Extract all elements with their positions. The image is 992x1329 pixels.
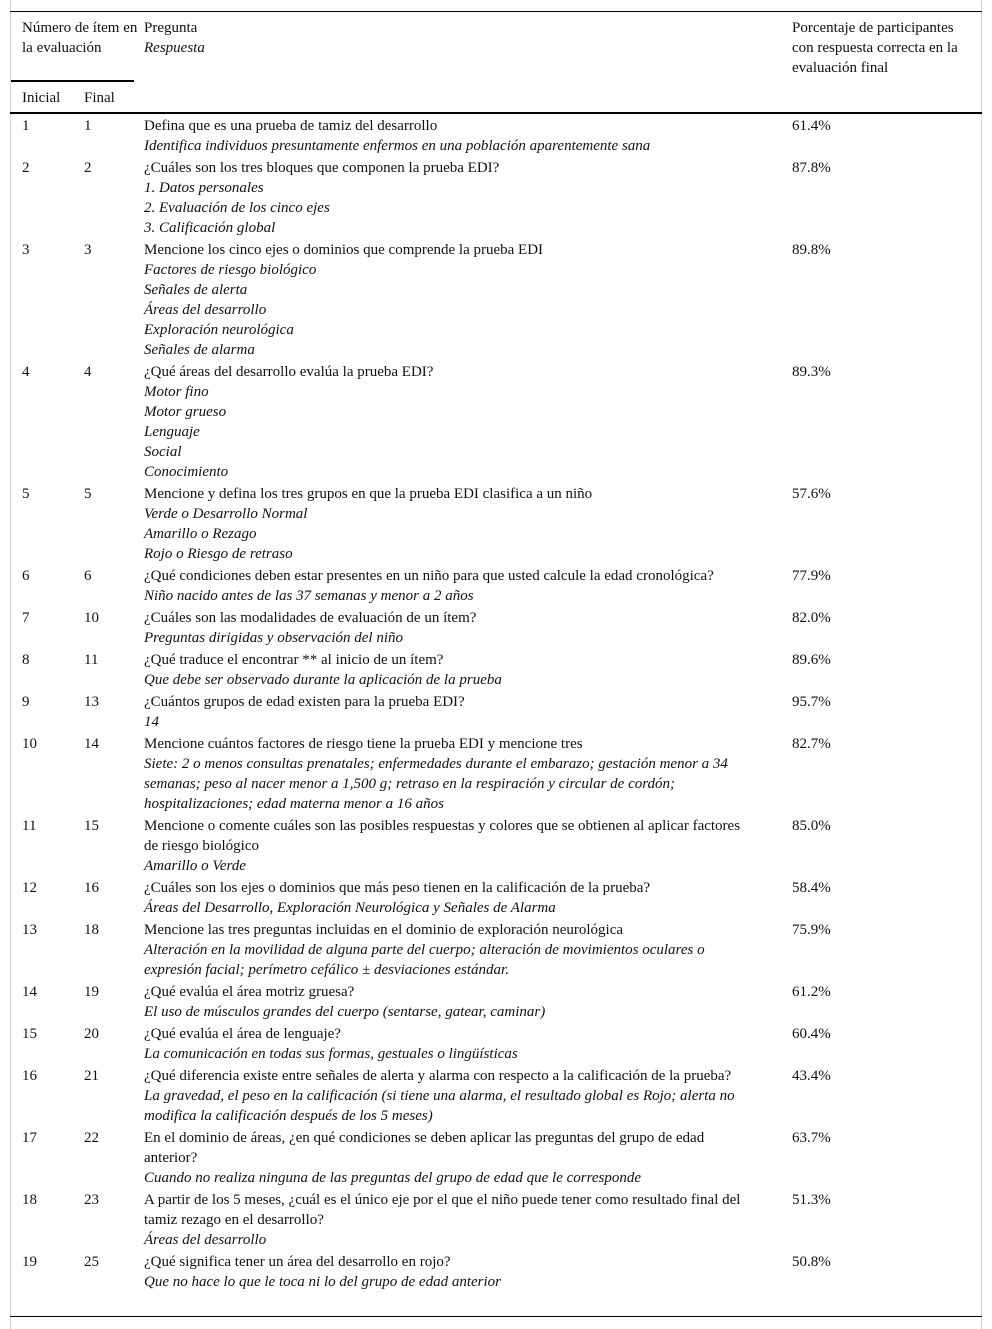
cell-percentage: 58.4%: [792, 880, 831, 896]
cell-initial: 9: [22, 694, 30, 710]
cell-question-answer: [144, 982, 744, 1022]
cell-question-answer: [144, 692, 744, 732]
cell-final: 4: [84, 364, 92, 380]
answer-text: Que no hace lo que le toca ni lo del grupo de edad anterior: [144, 1274, 502, 1290]
question-text: En el dominio de áreas, ¿en qué condiciones se deben aplicar las preguntas del grupo de edad anterior?: [144, 1130, 705, 1166]
cell-percentage: 60.4%: [792, 1026, 831, 1042]
answer-text: Preguntas dirigidas y observación del niño: [144, 630, 403, 646]
cell-final: 20: [84, 1026, 99, 1042]
cell-question-answer: [144, 1024, 744, 1064]
cell-percentage: 89.8%: [792, 242, 831, 258]
cell-final: 15: [84, 818, 99, 834]
cell-question-answer: [144, 920, 744, 980]
question-text: ¿Cuáles son los tres bloques que componen la prueba EDI?: [144, 160, 500, 176]
table-row: [0, 650, 992, 692]
table-row: [0, 982, 992, 1024]
cell-question-answer: [144, 650, 744, 690]
cell-percentage: 95.7%: [792, 694, 831, 710]
cell-percentage: 82.0%: [792, 610, 831, 626]
question-text: ¿Cuáles son las modalidades de evaluación de un ítem?: [144, 610, 477, 626]
answer-text: Señales de alerta: [144, 282, 248, 298]
cell-question-answer: [144, 158, 744, 238]
cell-percentage: 89.3%: [792, 364, 831, 380]
cell-initial: 1: [22, 118, 30, 134]
cell-initial: 15: [22, 1026, 37, 1042]
header-percentage: Porcentaje de participantes con respuesta correcta en la evaluación final: [792, 20, 958, 76]
cell-percentage: 61.2%: [792, 984, 831, 1000]
cell-final: 3: [84, 242, 92, 258]
question-text: Mencione los cinco ejes o dominios que comprende la prueba EDI: [144, 242, 544, 258]
cell-question-answer: [144, 1128, 744, 1188]
answer-text: Amarillo o Rezago: [144, 526, 257, 542]
question-text: Mencione cuántos factores de riesgo tiene la prueba EDI y mencione tres: [144, 736, 583, 752]
answer-text: Alteración en la movilidad de alguna parte del cuerpo; alteración de movimientos oculares o expresión facial; perímetro cefálico ± desviaciones estándar.: [144, 942, 705, 978]
cell-percentage: 63.7%: [792, 1130, 831, 1146]
cell-question-answer: [144, 566, 744, 606]
cell-final: 18: [84, 922, 99, 938]
table-row: [0, 1066, 992, 1128]
cell-question-answer: [144, 484, 744, 564]
answer-text: Motor grueso: [144, 404, 227, 420]
answer-text: Social: [144, 444, 182, 460]
question-text: ¿Qué significa tener un área del desarrollo en rojo?: [144, 1254, 451, 1270]
header-initial: Inicial: [22, 90, 61, 106]
table-row: [0, 116, 992, 158]
cell-initial: 2: [22, 160, 30, 176]
cell-final: 1: [84, 118, 92, 134]
answer-text: Amarillo o Verde: [144, 858, 246, 874]
header-final: Final: [84, 90, 115, 106]
cell-percentage: 89.6%: [792, 652, 831, 668]
cell-final: 10: [84, 610, 99, 626]
table-row: [0, 1252, 992, 1294]
table-row: [0, 1024, 992, 1066]
cell-question-answer: [144, 362, 744, 482]
cell-initial: 3: [22, 242, 30, 258]
cell-final: 2: [84, 160, 92, 176]
cell-final: 13: [84, 694, 99, 710]
cell-percentage: 87.8%: [792, 160, 831, 176]
cell-question-answer: [144, 1190, 744, 1250]
question-text: ¿Qué evalúa el área de lenguaje?: [144, 1026, 341, 1042]
table-row: [0, 816, 992, 878]
cell-percentage: 43.4%: [792, 1068, 831, 1084]
header-question: Pregunta: [144, 20, 198, 36]
cell-question-answer: [144, 1066, 744, 1126]
answer-text: Lenguaje: [144, 424, 200, 440]
cell-question-answer: [144, 116, 744, 156]
cell-initial: 12: [22, 880, 37, 896]
question-text: Mencione o comente cuáles son las posibles respuestas y colores que se obtienen al aplicar factores de riesgo biológico: [144, 818, 741, 854]
cell-final: 21: [84, 1068, 99, 1084]
question-text: ¿Qué diferencia existe entre señales de alerta y alarma con respecto a la calificación de la prueba?: [144, 1068, 732, 1084]
answer-text: Factores de riesgo biológico: [144, 262, 317, 278]
cell-initial: 14: [22, 984, 37, 1000]
cell-initial: 8: [22, 652, 30, 668]
cell-percentage: 61.4%: [792, 118, 831, 134]
question-text: Defina que es una prueba de tamiz del desarrollo: [144, 118, 438, 134]
cell-initial: 13: [22, 922, 37, 938]
answer-text: Rojo o Riesgo de retraso: [144, 546, 293, 562]
cell-question-answer: [144, 1252, 744, 1292]
cell-percentage: 77.9%: [792, 568, 831, 584]
cell-final: 11: [84, 652, 99, 668]
cell-question-answer: [144, 608, 744, 648]
table-row: [0, 692, 992, 734]
table-row: [0, 608, 992, 650]
answer-text: Verde o Desarrollo Normal: [144, 506, 308, 522]
question-text: A partir de los 5 meses, ¿cuál es el único eje por el que el niño puede tener como resultado final del tamiz rezago en el desarrollo?: [144, 1192, 741, 1228]
question-text: Mencione y defina los tres grupos en que la prueba EDI clasifica a un niño: [144, 486, 593, 502]
table-row: [0, 158, 992, 240]
answer-text: Motor fino: [144, 384, 209, 400]
cell-percentage: 85.0%: [792, 818, 831, 834]
table-row: [0, 920, 992, 982]
answer-text: Niño nacido antes de las 37 semanas y menor a 2 años: [144, 588, 474, 604]
answer-text: Áreas del Desarrollo, Exploración Neurológica y Señales de Alarma: [144, 900, 556, 916]
question-text: Mencione las tres preguntas incluidas en el dominio de exploración neurológica: [144, 922, 624, 938]
cell-final: 23: [84, 1192, 99, 1208]
table-row: [0, 1190, 992, 1252]
cell-initial: 18: [22, 1192, 37, 1208]
answer-text: La comunicación en todas sus formas, gestuales o lingüísticas: [144, 1046, 518, 1062]
cell-initial: 19: [22, 1254, 37, 1270]
answer-text: Áreas del desarrollo: [144, 1232, 267, 1248]
cell-initial: 6: [22, 568, 30, 584]
cell-final: 6: [84, 568, 92, 584]
cell-initial: 16: [22, 1068, 37, 1084]
table-top-rule: [10, 11, 982, 12]
question-text: ¿Qué áreas del desarrollo evalúa la prueba EDI?: [144, 364, 434, 380]
answer-text: 14: [144, 714, 159, 730]
cell-initial: 7: [22, 610, 30, 626]
table-row: [0, 240, 992, 362]
cell-question-answer: [144, 240, 744, 360]
question-text: ¿Cuántos grupos de edad existen para la prueba EDI?: [144, 694, 465, 710]
answer-text: Exploración neurológica: [144, 322, 294, 338]
answer-text: 3. Calificación global: [144, 220, 276, 236]
cell-initial: 11: [22, 818, 37, 834]
table-row: [0, 566, 992, 608]
answer-text: Identifica individuos presuntamente enfermos en una población aparentemente sana: [144, 138, 651, 154]
answer-text: Áreas del desarrollo: [144, 302, 267, 318]
answer-text: Siete: 2 o menos consultas prenatales; enfermedades durante el embarazo; gestación menor a 34 semanas; peso al nacer menor a 1,500 g; retraso en la respiración y circular de cordón; hospitalizaciones; edad materna menor a 16 años: [144, 756, 728, 812]
cell-final: 16: [84, 880, 99, 896]
cell-question-answer: [144, 816, 744, 876]
question-text: ¿Qué traduce el encontrar ** al inicio de un ítem?: [144, 652, 444, 668]
cell-final: 19: [84, 984, 99, 1000]
header-bottom-rule: [10, 112, 982, 114]
cell-final: 25: [84, 1254, 99, 1270]
cell-percentage: 82.7%: [792, 736, 831, 752]
cell-percentage: 75.9%: [792, 922, 831, 938]
cell-percentage: 51.3%: [792, 1192, 831, 1208]
table-bottom-rule: [10, 1316, 982, 1317]
question-text: ¿Cuáles son los ejes o dominios que más peso tienen en la calificación de la prueba?: [144, 880, 651, 896]
item-number-subrule: [11, 80, 134, 82]
question-text: ¿Qué condiciones deben estar presentes en un niño para que usted calcule la edad cronológica?: [144, 568, 714, 584]
answer-text: 1. Datos personales: [144, 180, 264, 196]
cell-percentage: 57.6%: [792, 486, 831, 502]
cell-initial: 4: [22, 364, 30, 380]
table-row: [0, 484, 992, 566]
cell-initial: 10: [22, 736, 37, 752]
cell-initial: 5: [22, 486, 30, 502]
table-body: [0, 116, 992, 1294]
cell-initial: 17: [22, 1130, 37, 1146]
table-row: [0, 878, 992, 920]
cell-final: 14: [84, 736, 99, 752]
answer-text: El uso de músculos grandes del cuerpo (sentarse, gatear, caminar): [144, 1004, 546, 1020]
question-text: ¿Qué evalúa el área motriz gruesa?: [144, 984, 355, 1000]
answer-text: Conocimiento: [144, 464, 229, 480]
table-row: [0, 734, 992, 816]
cell-question-answer: [144, 878, 744, 918]
answer-text: Cuando no realiza ninguna de las preguntas del grupo de edad que le corresponde: [144, 1170, 642, 1186]
cell-percentage: 50.8%: [792, 1254, 831, 1270]
answer-text: Que debe ser observado durante la aplicación de la prueba: [144, 672, 502, 688]
answer-text: Señales de alarma: [144, 342, 255, 358]
cell-final: 22: [84, 1130, 99, 1146]
cell-question-answer: [144, 734, 744, 814]
answer-text: La gravedad, el peso en la calificación (si tiene una alarma, el resultado global es Rojo; alerta no modifica la calificación después de los 5 meses): [144, 1088, 735, 1124]
header-answer: Respuesta: [144, 40, 205, 56]
table-row: [0, 1128, 992, 1190]
header-item-number: Número de ítem en la evaluación: [22, 20, 138, 56]
answer-text: 2. Evaluación de los cinco ejes: [144, 200, 330, 216]
table-row: [0, 362, 992, 484]
cell-final: 5: [84, 486, 92, 502]
header-question-answer: [144, 18, 744, 58]
